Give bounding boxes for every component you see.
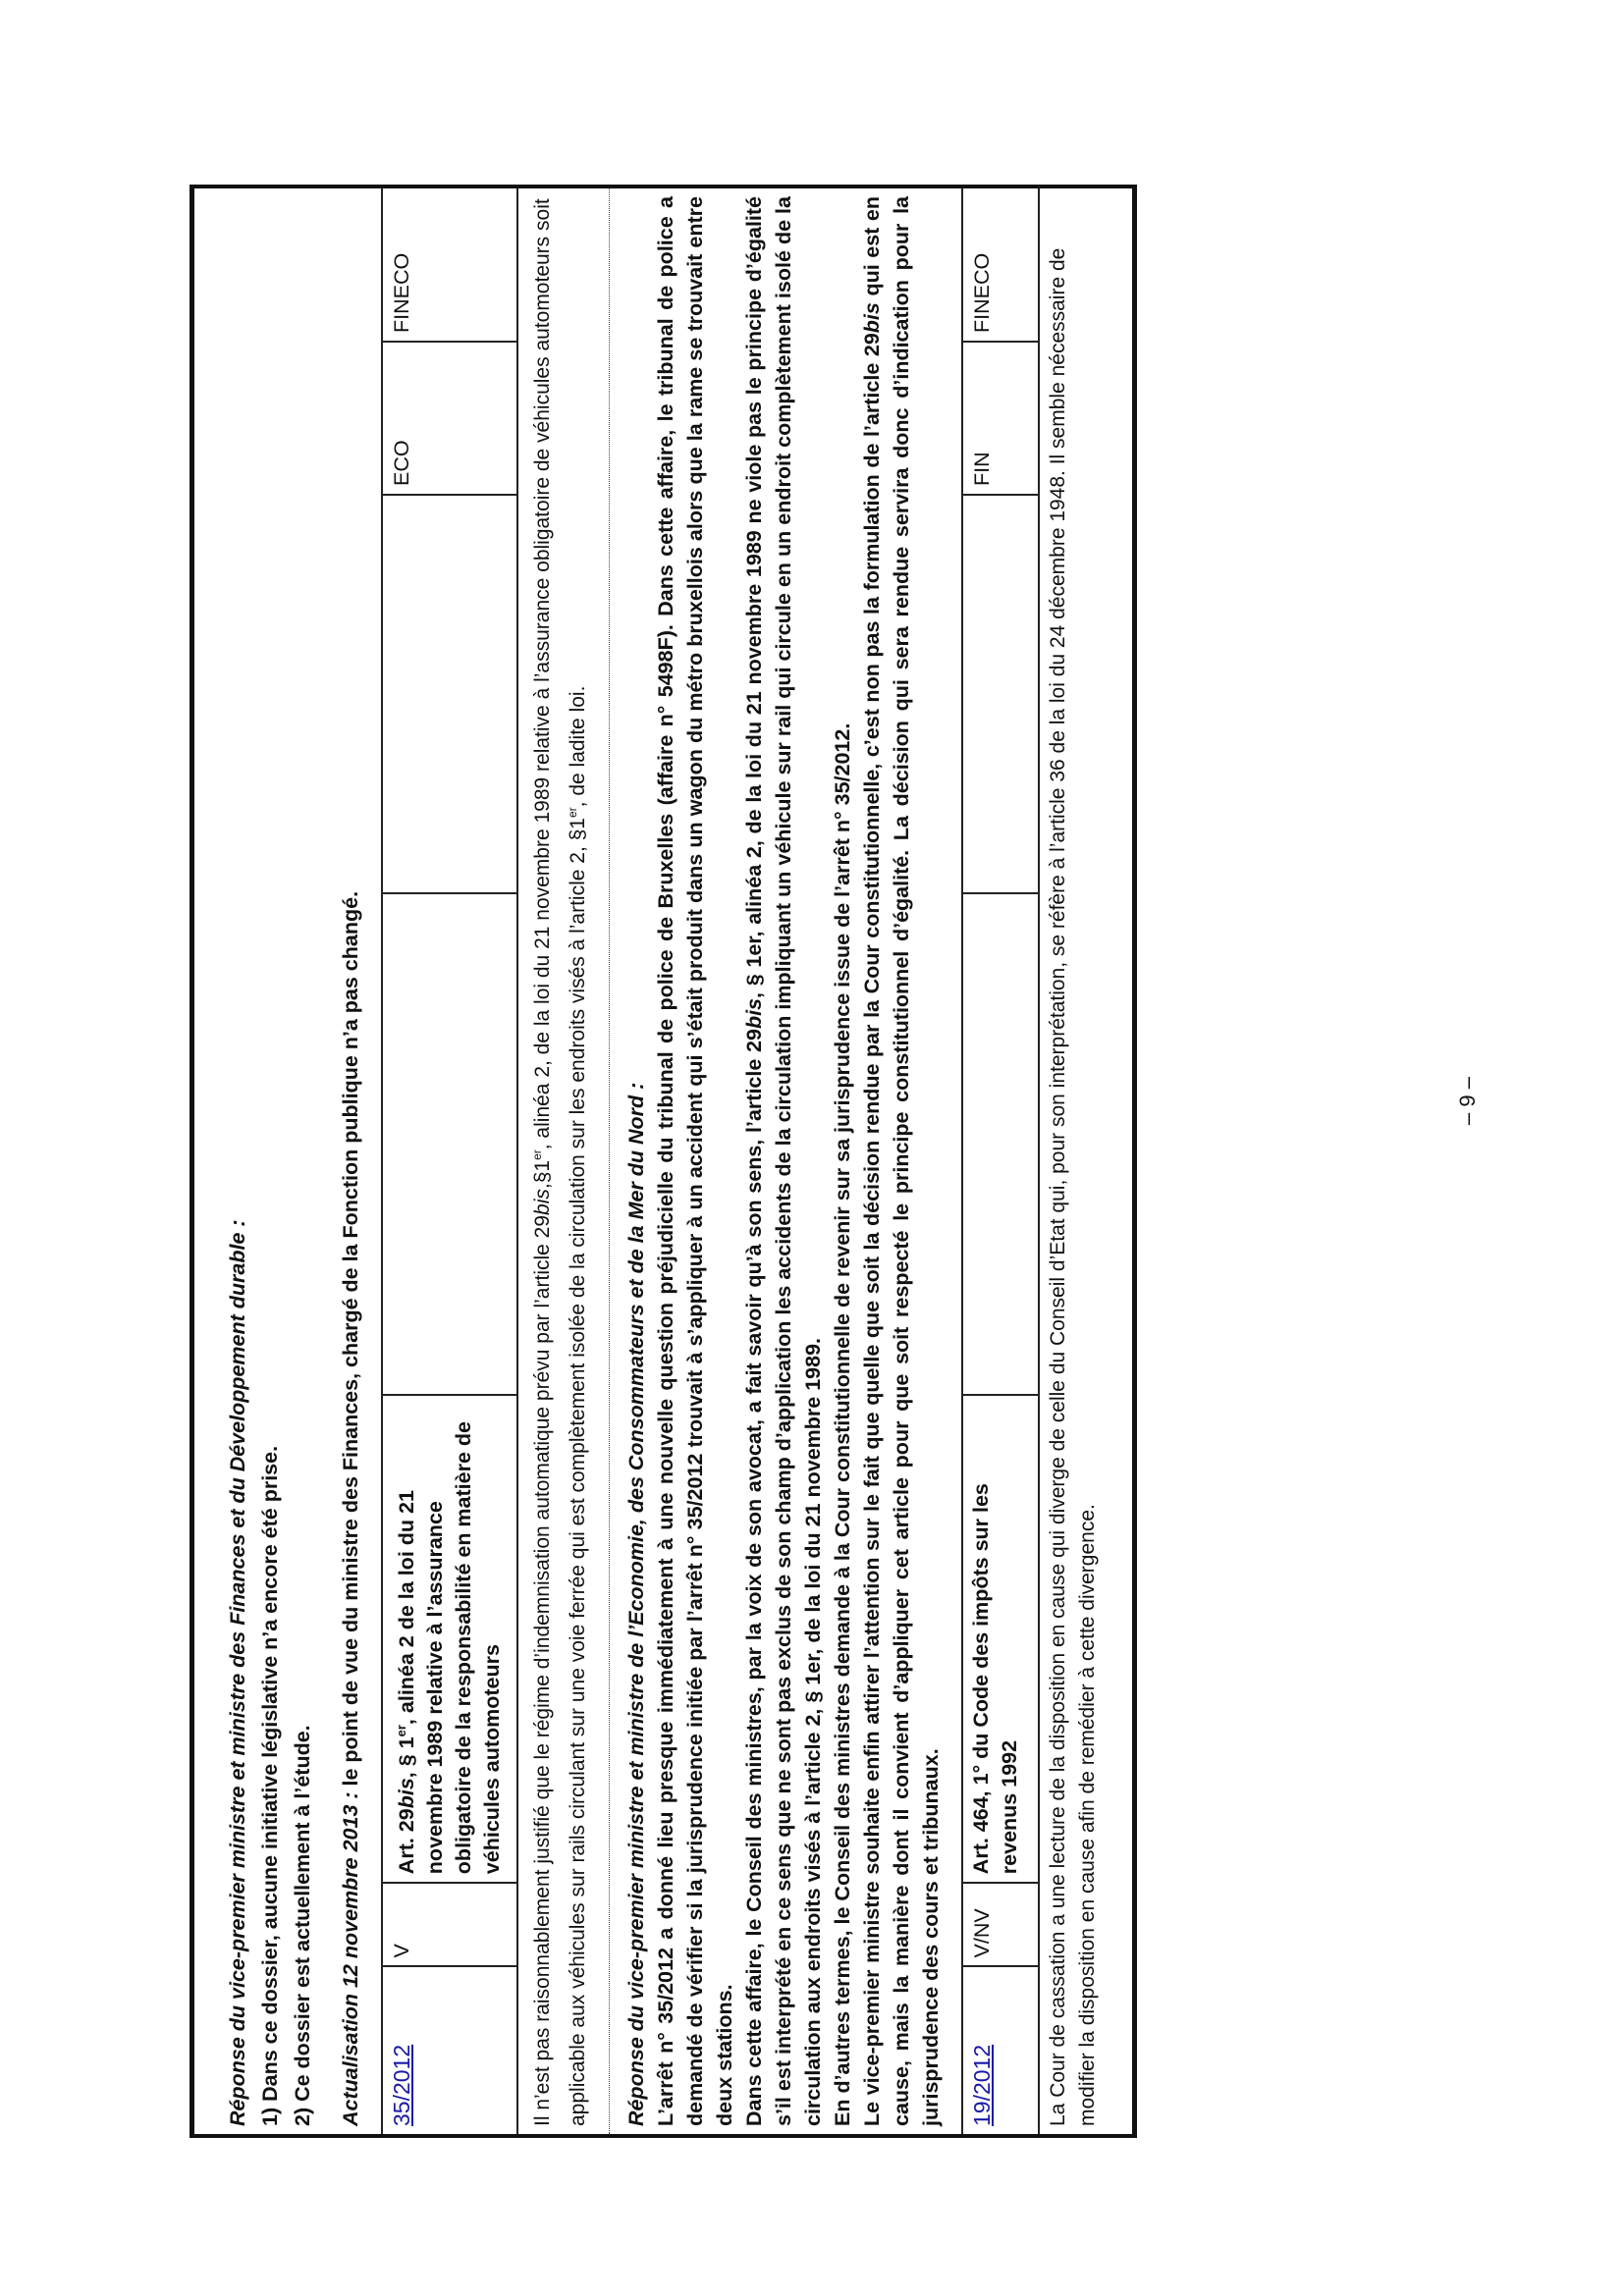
frame-top bbox=[189, 185, 214, 2138]
economy-response-heading: Réponse du vice-premier ministre et ministre de l’Economie, des Consommateurs et de la Mer du Nord : bbox=[624, 1082, 648, 2126]
dept-eco: ECO bbox=[390, 440, 413, 486]
economy-paragraph-2 bbox=[739, 196, 828, 2126]
case-table-19-2012 bbox=[961, 188, 1040, 2134]
desc-sup-2: er bbox=[566, 807, 579, 818]
row-19-2012 bbox=[961, 185, 1040, 2138]
empty-cell-1 bbox=[962, 893, 1039, 1396]
dept-fineco: FINECO bbox=[390, 252, 413, 334]
case-ref-cell bbox=[382, 1966, 517, 2134]
economy-paragraph-3: En d’autres termes, le Conseil des ministres demande à la Cour constitutionnelle de revenir sur sa jurisprudence issue de l’arrêt n° 35/2012. bbox=[831, 722, 854, 2126]
p2bis: bis bbox=[742, 997, 766, 1030]
case-table-35-2012 bbox=[381, 188, 518, 2134]
desc-bis: bis bbox=[531, 1189, 554, 1215]
dept-cell-1 bbox=[962, 342, 1039, 495]
row-35-description bbox=[518, 185, 609, 2138]
desc-b: ,§1 bbox=[531, 1159, 554, 1190]
article-rest: , § 1 bbox=[395, 1736, 419, 1779]
empty-cell-2 bbox=[962, 495, 1039, 893]
update-text: le point de vue du ministre des Finances, chargé de la Fonction publique n’a pas changé. bbox=[339, 890, 362, 1792]
article-cell bbox=[382, 1395, 517, 1883]
update-label: Actualisation 12 novembre 2013 : bbox=[339, 1791, 362, 2126]
desc-d: , de ladite loi. bbox=[567, 685, 589, 808]
row-19-description-text: La Cour de cassation a une lecture de la disposition en cause qui diverge de celle du Conseil d’Etat qui, pour son interprétation, se réfère à l’article 36 de la loi du 24 décembre 1948. Il semble nécessaire de modifier la disposition en cause afin de remédier à cette divergence. bbox=[1047, 247, 1099, 2126]
code-cell bbox=[962, 1883, 1039, 1966]
article-sup: er bbox=[394, 1725, 408, 1737]
article-tail: , alinéa 2 de la loi du 21 novembre 1989 relative à l’assurance obligatoire de la responsabilité en matière de véhicules automoteurs bbox=[395, 1421, 505, 1875]
empty-cell-1 bbox=[382, 893, 517, 1396]
article-bis: bis bbox=[395, 1778, 419, 1809]
empty-cell-2 bbox=[382, 495, 517, 893]
row-35-description-text bbox=[522, 196, 593, 2126]
p2a: Dans cette affaire, le Conseil des ministres, par la voix de son avocat, a fait savoir qu’à son sens, l’article 29 bbox=[742, 1029, 766, 2126]
article-cell bbox=[962, 1395, 1039, 1883]
dept-cell-2 bbox=[962, 188, 1039, 342]
p4bis: bis bbox=[860, 302, 884, 334]
dept-cell-1 bbox=[382, 342, 517, 495]
dept-fin: FIN bbox=[970, 452, 994, 486]
dept-cell-2 bbox=[382, 188, 517, 342]
article-text: Art. 464, 1° du Code des impôts sur les revenus 1992 bbox=[969, 1483, 1021, 1875]
desc-c: , alinéa 2, de la loi du 21 novembre 1989 relative à l’assurance obligatoire de véhicules automoteurs soit applicable aux véhicules sur rails circulant sur une voie ferrée qui est complètement isolée de la circulation sur les endroits visés à l’article 2, §1 bbox=[531, 198, 589, 2126]
row-35-2012 bbox=[381, 185, 518, 2138]
case-ref-link-19-2012[interactable]: 19/2012 bbox=[969, 2044, 995, 2126]
finance-update-paragraph bbox=[335, 196, 367, 2126]
case-ref-cell bbox=[962, 1966, 1039, 2134]
p4a: Le vice-premier ministre souhaite enfin attirer l’attention sur le fait que quelle que soit la décision rendue par la Cour constitutionnelle, c’est non pas la formulation de l’article 29 bbox=[860, 333, 884, 2126]
dept-fineco: FINECO bbox=[970, 252, 994, 334]
finance-response-line-2: 2) Ce dossier est actuellement à l’étude. bbox=[291, 1725, 314, 2126]
finance-response-heading: Réponse du vice-premier ministre et ministre des Finances et du Développement durable : bbox=[226, 1219, 249, 2126]
p2b: , § 1er, alinéa 2, de la loi du 21 novembre 1989 ne viole pas le principe d’égalité s’il est interprété en ce sens que ne sont pas exclus de son champ d’application les accidents de la circulation impliquant un véhicule sur rail qui circule en un endroit complètement isolé de la circulation aux endroits visés à l’article 2, § 1er, de la loi du 21 novembre 1989. bbox=[742, 195, 825, 2126]
finance-response-block bbox=[214, 185, 381, 2138]
article-lead: Art. 29 bbox=[395, 1808, 419, 1875]
economy-paragraph-4 bbox=[857, 196, 946, 2126]
row-19-description bbox=[1040, 185, 1137, 2138]
p4b: qui est en cause, mais la manière dont il convient d’appliquer cet article pour que soit respecté le principe constitutionnel d’égalité. La décision qui sera rendue servira donc d’indication pour la jurisprudence des cours et tribunaux. bbox=[860, 195, 943, 2126]
economy-response-block bbox=[610, 185, 961, 2138]
rotated-page-content bbox=[189, 185, 1407, 2138]
code-cell bbox=[382, 1883, 517, 1966]
finance-response-line-1: 1) Dans ce dossier, aucune initiative législative n’a encore été prise. bbox=[258, 1445, 282, 2126]
code-value: V/NV bbox=[970, 1908, 994, 1958]
economy-paragraph-1: L’arrêt n° 35/2012 a donné lieu presque immédiatement à une nouvelle question préjudicielle du tribunal de police de Bruxelles (affaire n° 5498F). Dans cette affaire, le tribunal de police a demandé de vérifier si la jurisprudence initiée par l’arrêt n° 35/2012 trouvait à s’appliquer à un accident qui s’était produit dans un wagon du métro bruxellois alors que la rame se trouvait entre deux stations. bbox=[654, 196, 736, 2126]
case-ref-link-35-2012[interactable]: 35/2012 bbox=[389, 2044, 414, 2126]
desc-a: Il n’est pas raisonnablement justifié que le régime d’indemnisation automatique prévu par l’article 29 bbox=[531, 1214, 554, 2126]
code-value: V bbox=[390, 1944, 413, 1958]
page-number: – 9 – bbox=[1455, 1077, 1480, 1125]
desc-sup: er bbox=[530, 1149, 544, 1160]
